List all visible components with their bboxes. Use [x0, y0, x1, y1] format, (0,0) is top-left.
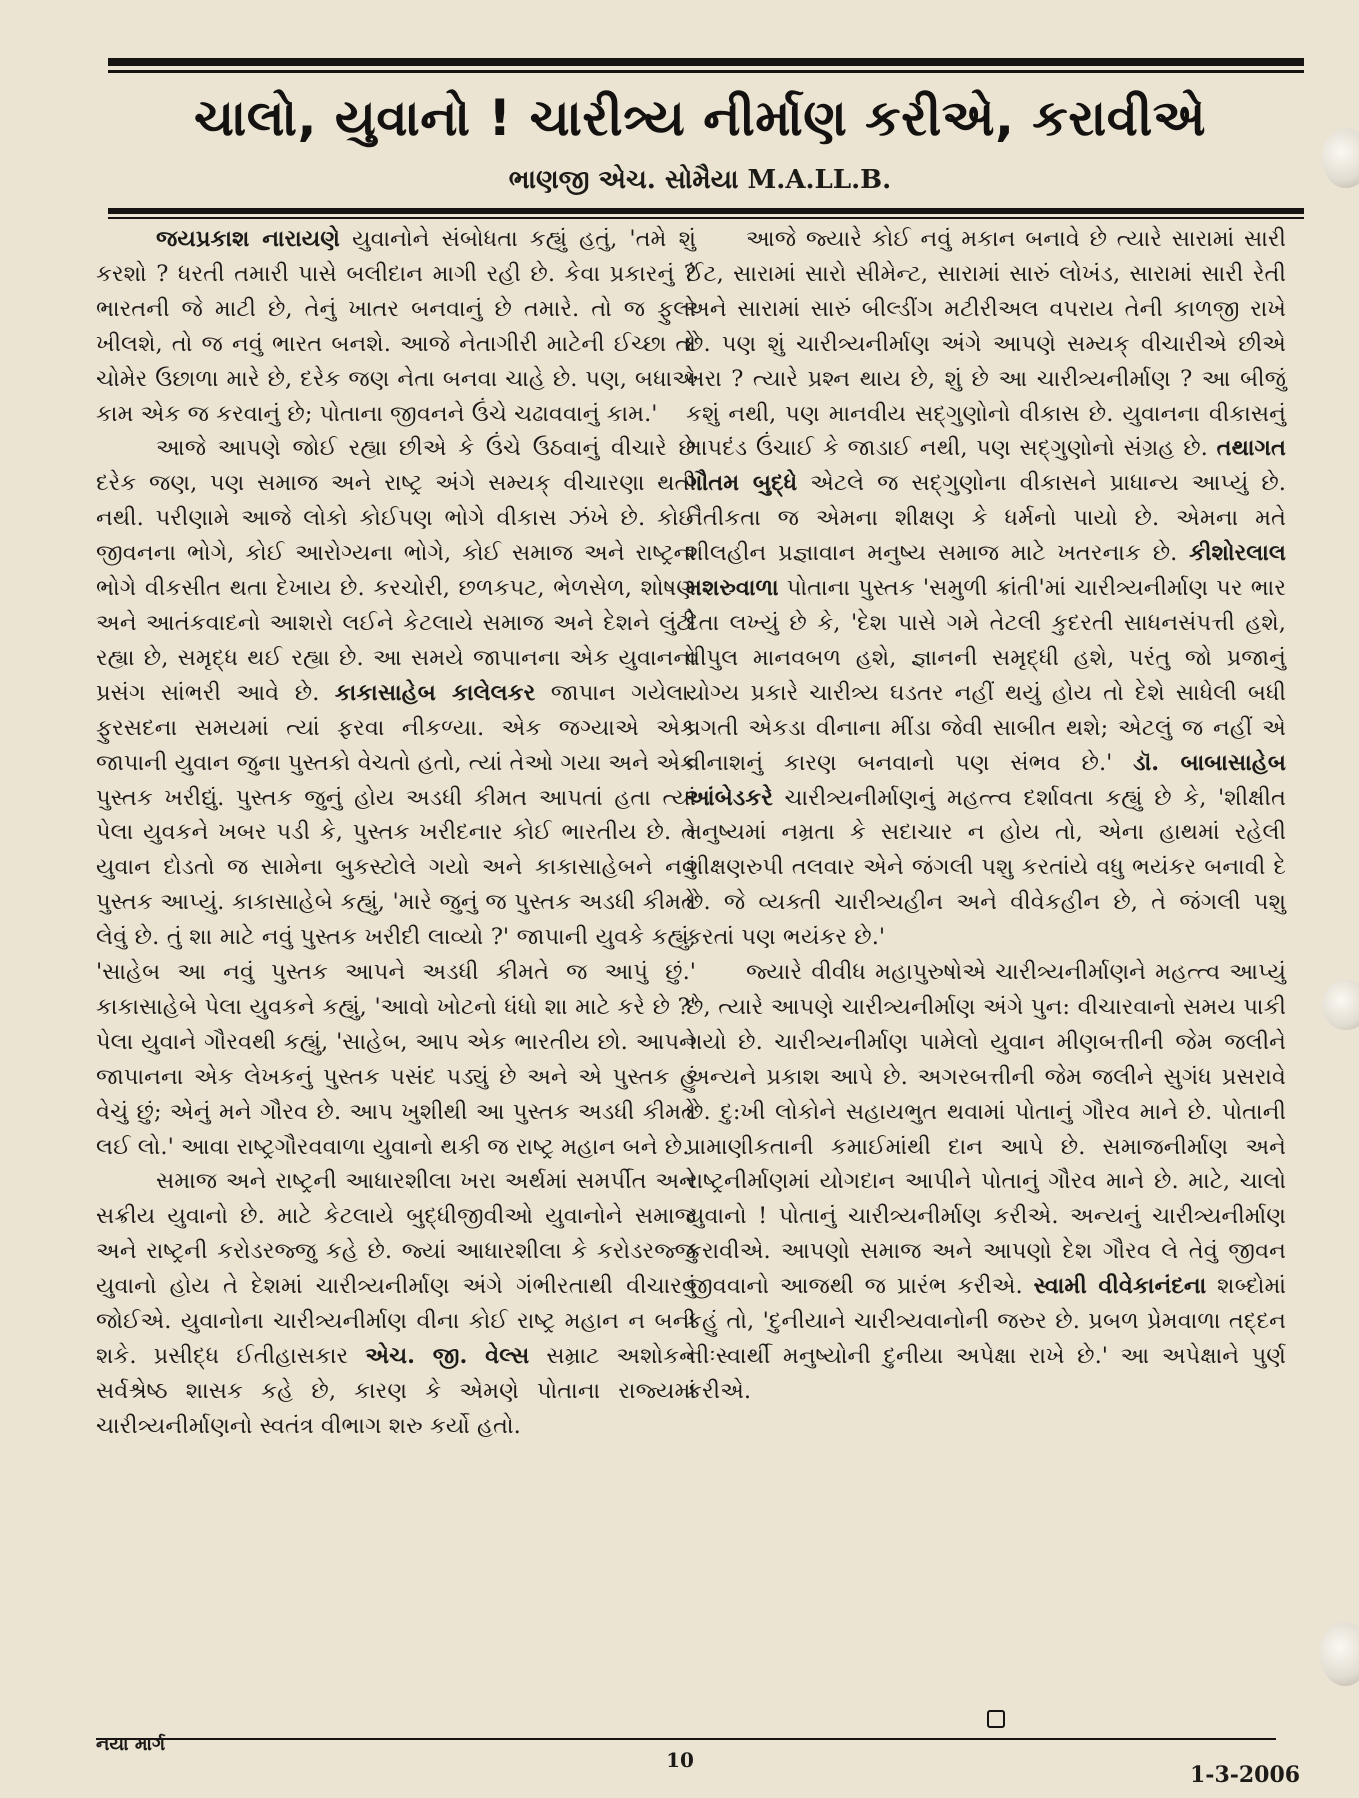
right-column: [686, 222, 1286, 1409]
binder-hole-bottom: [1320, 1622, 1359, 1686]
binder-hole-top: [1322, 128, 1359, 188]
paragraph: આજે આપણે જોઈ રહ્યા છીએ કે ઉંચે ઉઠવાનું વીચારે છે દરેક જણ, પણ સમાજ અને રાષ્ટ્ર અંગે સમ્યક્ વીચારણા થતી નથી. પરીણામે આજે લોકો કોઈપણ ભોગે વીકાસ ઝંખે છે. કોઈ જીવનના ભોગે, કોઈ આરોગ્યના ભોગે, કોઈ સમાજ અને રાષ્ટ્રના ભોગે વીકસીત થતા દેખાય છે. કરચોરી, છળકપટ, ભેળસેળ, શોષણ અને આતંકવાદનો આશરો લઈને કેટલાયે સમાજ અને દેશને લુંટી રહ્યા છે, સમૃદ્ધ થઈ રહ્યા છે. આ સમયે જાપાનના એક યુવાનનો પ્રસંગ સાંભરી આવે છે. કાકાસાહેબ કાલેલકર જાપાન ગયેલા. ફુરસદના સમયમાં ત્યાં ફરવા નીકળ્યા. એક જગ્યાએ એક જાપાની યુવાન જુના પુસ્તકો વેચતો હતો, ત્યાં તેઓ ગયા અને એક પુસ્તક ખરીદ્યું. પુસ્તક જુનું હોય અડધી કીમત આપતાં હતા ત્યાં પેલા યુવકને ખબર પડી કે, પુસ્તક ખરીદનાર કોઈ ભારતીય છે. તે યુવાન દોડતો જ સામેના બુકસ્ટોલે ગયો અને કાકાસાહેબને નવું પુસ્તક આપ્યું. કાકાસાહેબે કહ્યું, 'મારે જુનું જ પુસ્તક અડધી કીમતે લેવું છે. તું શા માટે નવું પુસ્તક ખરીદી લાવ્યો ?' જાપાની યુવકે કહ્યું, 'સાહેબ આ નવું પુસ્તક આપને અડધી કીમતે જ આપું છું.' કાકાસાહેબે પેલા યુવકને કહ્યું, 'આવો ખોટનો ધંધો શા માટે કરે છે ?' પેલા યુવાને ગૌરવથી કહ્યું, 'સાહેબ, આપ એક ભારતીય છો. આપને જાપાનના એક લેખકનું પુસ્તક પસંદ પડ્યું છે અને એ પુસ્તક હું વેચું છું; એનું મને ગૌરવ છે. આપ ખુશીથી આ પુસ્તક અડધી કીમતે લઈ લો.' આવા રાષ્ટ્રગૌરવવાળા યુવાનો થકી જ રાષ્ટ્ર મહાન બને છે.: [96, 435, 697, 1160]
bold-name: ડૉ. બાબાસાહેબ આંબેડકરે: [686, 749, 1286, 811]
bold-name: જયપ્રકાશ નારાયણે: [156, 226, 340, 252]
bold-name: કાકાસાહેબ કાલેલકર: [334, 679, 536, 706]
binder-hole-middle: [1322, 980, 1359, 1030]
header-rule-thick: [108, 208, 1304, 214]
article-author: ભાણજી એચ. સોમૈયા M.A.LL.B.: [508, 165, 892, 195]
end-of-article-mark: [987, 1710, 1005, 1728]
paragraph: જયપ્રકાશ નારાયણે યુવાનોને સંબોધતા કહ્યું હતું, 'તમે શું કરશો ? ધરતી તમારી પાસે બલીદાન માગી રહી છે. કેવા પ્રકારનું ? ભારતની જે માટી છે, તેનું ખાતર બનવાનું છે તમારે. તો જ ફુલો ખીલશે, તો જ નવું ભારત બનશે. આજે નેતાગીરી માટેની ઈચ્છા તો ચોમેર ઉછાળા મારે છે, દરેક જણ નેતા બનવા ચાહે છે. પણ, બધાએ કામ એક જ કરવાનું છે; પોતાના જીવનને ઉંચે ચઢાવવાનું કામ.': [96, 226, 696, 427]
header-rule-thin: [108, 217, 1304, 219]
bold-name: સ્વામી વીવેકાનંદના: [1033, 1273, 1207, 1300]
paragraph: જ્યારે વીવીધ મહાપુરુષોએ ચારીત્ર્યનીર્માણને મહત્ત્વ આપ્યું છે, ત્યારે આપણે ચારીત્ર્યનીર્માણ અંગે પુન: વીચારવાનો સમય પાકી ગયો છે. ચારીત્ર્યનીર્માણ પામેલો યુવાન મીણબત્તીની જેમ જલીને અન્યને પ્રકાશ આપે છે. અગરબત્તીની જેમ જલીને સુગંધ પ્રસરાવે છે. દુ:ખી લોકોને સહાયભુત થવામાં પોતાનું ગૌરવ માને છે. પોતાની પ્રામાણીકતાની કમાઈમાંથી દાન આપે છે. સમાજનીર્માણ અને રાષ્ટ્રનીર્માણમાં યોગદાન આપીને પોતાનું ગૌરવ માને છે. માટે, ચાલો યુવાનો ! પોતાનું ચારીત્ર્યનીર્માણ કરીએ. અન્યનું ચારીત્ર્યનીર્માણ કરાવીએ. આપણો સમાજ અને આપણો દેશ ગૌરવ લે તેવું જીવન જીવવાનો આજથી જ પ્રારંભ કરીએ. સ્વામી વીવેકાનંદના શબ્દોમાં કહું તો, 'દુનીયાને ચારીત્ર્યવાનોની જરુર છે. પ્રબળ પ્રેમવાળા તદ્દન નીઃસ્વાર્થી મનુષ્યોની દુનીયા અપેક્ષા રાખે છે.' આ અપેક્ષાને પુર્ણ કરીએ.: [686, 959, 1286, 1404]
issue-date: 1-3-2006: [1190, 1762, 1301, 1788]
top-rule-thick: [108, 58, 1304, 66]
top-rule-thin: [108, 70, 1304, 73]
article-title: ચાલો, યુવાનો ! ચારીત્ર્ય નીર્માણ કરીએ, કરાવીએ: [193, 89, 1207, 147]
bold-name: એચ. જી. વેલ્સ: [365, 1343, 530, 1369]
left-column: [96, 222, 696, 1444]
magazine-name: નયા માર્ગ: [96, 1734, 166, 1755]
paragraph: આજે જ્યારે કોઈ નવું મકાન બનાવે છે ત્યારે સારામાં સારી ઈંટ, સારામાં સારો સીમેન્ટ, સારામાં સારું લોખંડ, સારામાં સારી રેતી અને સારામાં સારું બીલ્ડીંગ મટીરીઅલ વપરાય તેની કાળજી રાખે છે. પણ શું ચારીત્ર્યનીર્માણ અંગે આપણે સમ્યક્ વીચારીએ છીએ ખરા ? ત્યારે પ્રશ્ન થાય છે, શું છે આ ચારીત્ર્યનીર્માણ ? આ બીજું કશું નથી, પણ માનવીય સદ્ગુણોનો વીકાસ છે. યુવાનના વીકાસનું માપદંડ ઉંચાઈ કે જાડાઈ નથી, પણ સદ્ગુણોનો સંગ્રહ છે. તથાગત ગૌતમ બુદ્ધે એટલે જ સદ્ગુણોના વીકાસને પ્રાધાન્ય આપ્યું છે. નૈતીકતા જ એમના શીક્ષણ કે ધર્મનો પાયો છે. એમના મતે શીલહીન પ્રજ્ઞાવાન મનુષ્ય સમાજ માટે ખતરનાક છે. કીશોરલાલ મશરુવાળા પોતાના પુસ્તક 'સમુળી ક્રાંતી'માં ચારીત્ર્યનીર્માણ પર ભાર દેતા લખ્યું છે કે, 'દેશ પાસે ગમે તેટલી કુદરતી સાધનસંપત્તી હશે, વીપુલ માનવબળ હશે, જ્ઞાનની સમૃદ્ધી હશે, પરંતુ જો પ્રજાનું યોગ્ય પ્રકારે ચારીત્ર્ય ઘડતર નહીં થયું હોય તો દેશે સાધેલી બધી પ્રગતી એકડા વીનાના મીંડા જેવી સાબીત થશે; એટલું જ નહીં એ વીનાશનું કારણ બનવાનો પણ સંભવ છે.' ડૉ. બાબાસાહેબ આંબેડકરે ચારીત્ર્યનીર્માણનું મહત્ત્વ દર્શાવતા કહ્યું છે કે, 'શીક્ષીત મનુષ્યમાં નમ્રતા કે સદાચાર ન હોય તો, એના હાથમાં રહેલી શીક્ષણરુપી તલવાર એને જંગલી પશુ કરતાંયે વધુ ભયંકર બનાવી દે છે. જે વ્યક્તી ચારીત્ર્યહીન અને વીવેકહીન છે, તે જંગલી પશુ કરતાં પણ ભયંકર છે.': [686, 226, 1286, 951]
footer-rule: [96, 1738, 1276, 1740]
bold-name: કીશોરલાલ મશરુવાળા: [686, 540, 1286, 602]
page-number: 10: [666, 1748, 694, 1772]
paragraph: સમાજ અને રાષ્ટ્રની આધારશીલા ખરા અર્થમાં સમર્પીત અને સક્રીય યુવાનો છે. માટે કેટલાયે બુદ્ધીજીવીઓ યુવાનોને સમાજ અને રાષ્ટ્રની કરોડરજ્જુ કહે છે. જ્યાં આધારશીલા કે કરોડરજ્જુ યુવાનો હોય તે દેશમાં ચારીત્ર્યનીર્માણ અંગે ગંભીરતાથી વીચારવું જોઈએ. યુવાનોના ચારીત્ર્યનીર્માણ વીના કોઈ રાષ્ટ્ર મહાન ન બની શકે. પ્રસીદ્ધ ઈતીહાસકાર એચ. જી. વેલ્સ સમ્રાટ અશોકને સર્વશ્રેષ્ઠ શાસક કહે છે, કારણ કે એમણે પોતાના રાજ્યમાં ચારીત્ર્યનીર્માણનો સ્વતંત્ર વીભાગ શરુ કર્યો હતો.: [96, 1168, 696, 1439]
bold-name: તથાગત ગૌતમ બુદ્ધે: [686, 435, 1286, 497]
